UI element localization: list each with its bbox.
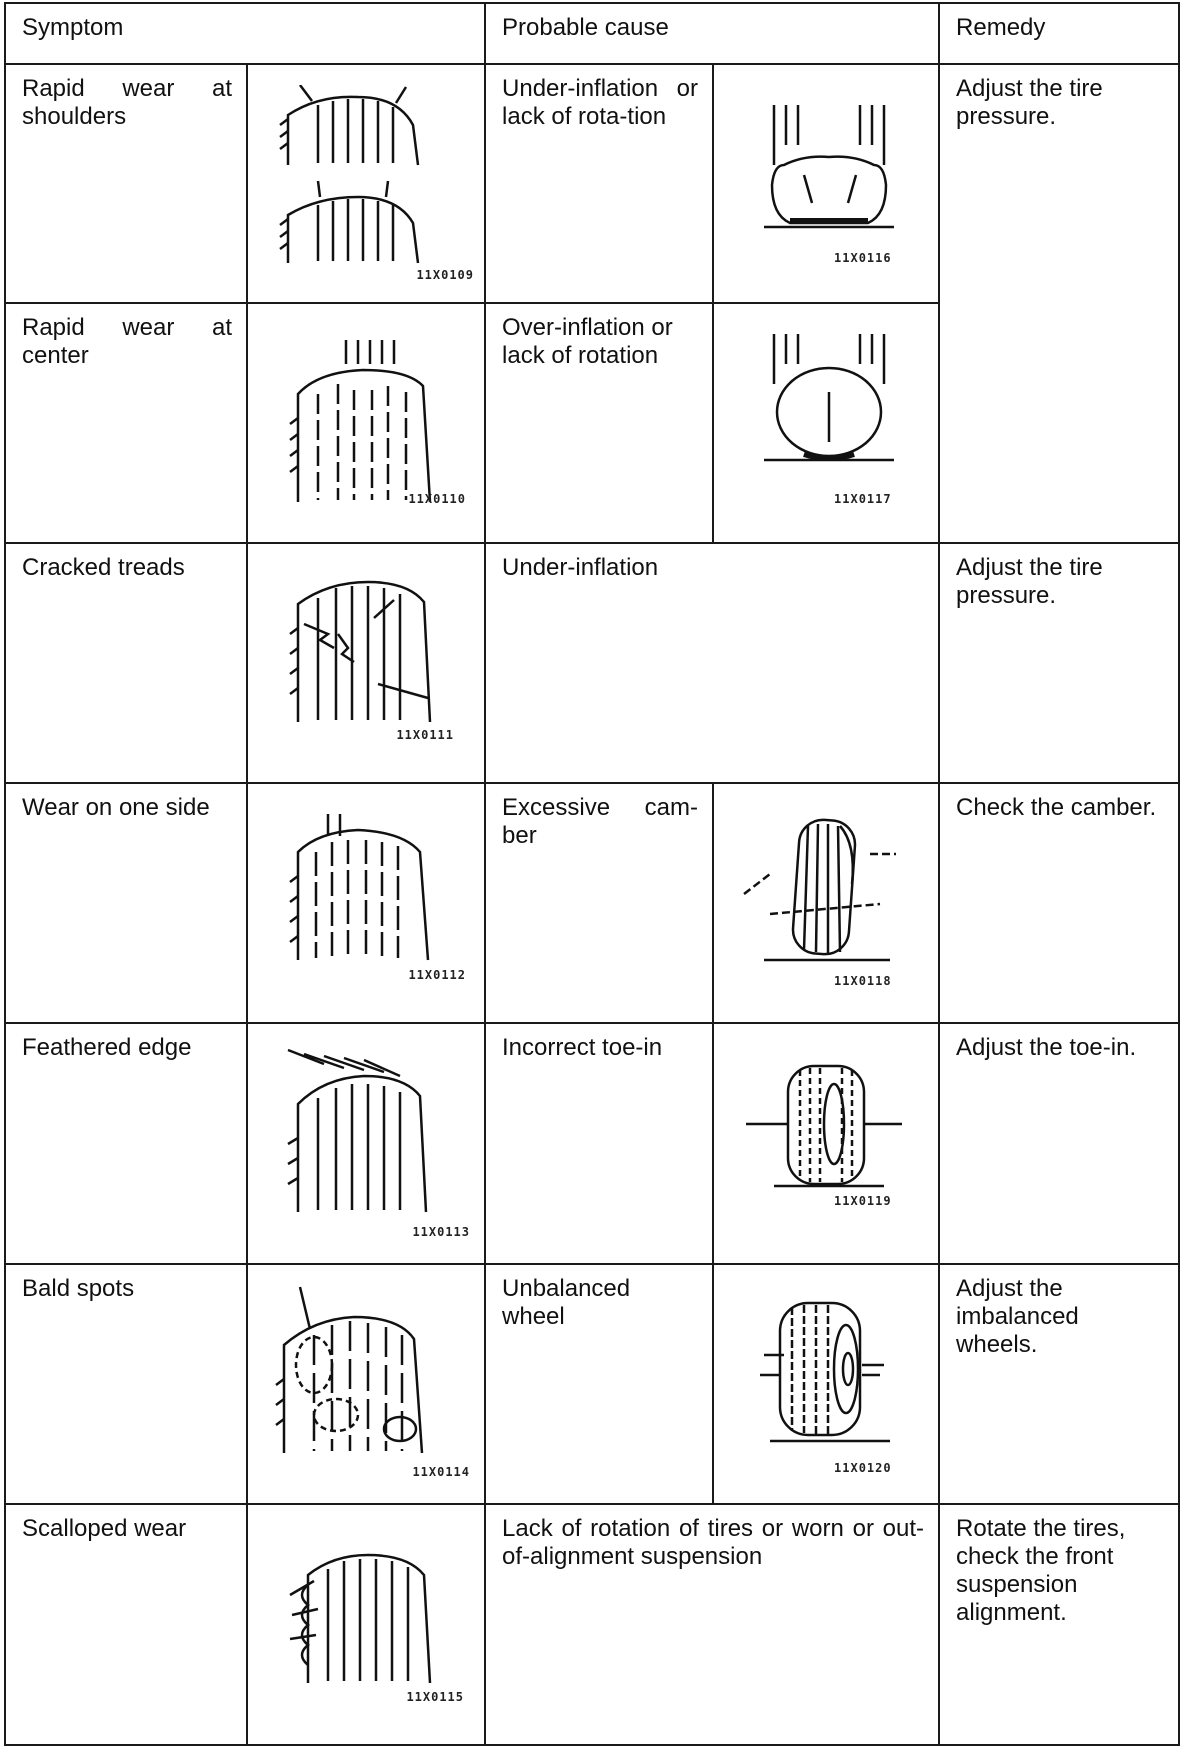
- symptom-figure-cell: [247, 1264, 485, 1504]
- symptom-figure-cell: [247, 783, 485, 1023]
- over-inflated-tire-section-illustration: [764, 334, 894, 464]
- figure-code: 11X0119: [834, 1194, 892, 1209]
- incorrect-toe-in-tire-illustration: [744, 1060, 904, 1190]
- bald-spots-tire-illustration: [274, 1285, 434, 1455]
- excessive-camber-tire-illustration: [740, 814, 900, 964]
- symptom-figure-cell: [247, 1504, 485, 1745]
- header-row: [5, 3, 1179, 64]
- header-remedy: Remedy: [939, 3, 1179, 64]
- remedy-cell: Adjust the tire pressure.: [939, 543, 1179, 783]
- figure-code: 11X0114: [412, 1464, 471, 1479]
- symptom-figure-cell: [247, 64, 485, 303]
- remedy-cell: Rotate the tires, check the front suspension alignment.: [939, 1504, 1179, 1745]
- scalloped-wear-tire-illustration: [288, 1535, 438, 1685]
- figure-code: 11X0117: [834, 491, 892, 506]
- cause-figure-cell: [713, 64, 939, 303]
- center-wear-tire-illustration: [288, 334, 438, 504]
- cracked-treads-tire-illustration: [288, 574, 438, 724]
- tire-wear-table: [4, 2, 1180, 1746]
- remedy-cell: Adjust the tire pressure.: [939, 64, 1179, 543]
- cause-cell: Under-inflation or lack of rota-tion: [485, 64, 713, 303]
- feathered-edge-tire-illustration: [284, 1044, 434, 1214]
- figure-code: 11X0112: [408, 968, 467, 983]
- table-row: [5, 1504, 1179, 1745]
- table-row: [5, 543, 1179, 783]
- remedy-cell: Adjust the imbalanced wheels.: [939, 1264, 1179, 1504]
- symptom-cell: Cracked treads: [5, 543, 247, 783]
- table-row: [5, 1264, 1179, 1504]
- figure-code: 11X0116: [834, 250, 892, 265]
- unbalanced-wheel-illustration: [750, 1295, 900, 1445]
- symptom-cell: Feathered edge: [5, 1023, 247, 1263]
- cause-figure-cell: [713, 783, 939, 1023]
- remedy-cell: Adjust the toe-in.: [939, 1023, 1179, 1263]
- cause-cell: Excessive cam-ber: [485, 783, 713, 1023]
- symptom-cell: Bald spots: [5, 1264, 247, 1504]
- table-row: [5, 783, 1179, 1023]
- table-row: [5, 64, 1179, 303]
- cause-figure-cell: [713, 303, 939, 543]
- symptom-figure-cell: [247, 1023, 485, 1263]
- cause-cell: Over-inflation or lack of rotation: [485, 303, 713, 543]
- figure-code: 11X0111: [396, 728, 455, 743]
- header-symptom: Symptom: [5, 3, 485, 64]
- remedy-cell: Check the camber.: [939, 783, 1179, 1023]
- symptom-figure-cell: [247, 303, 485, 543]
- figure-code: 11X0120: [834, 1460, 892, 1475]
- figure-code: 11X0109: [416, 267, 475, 282]
- cause-cell: Under-inflation: [485, 543, 939, 783]
- cause-cell: Lack of rotation of tires or worn or out-of-alignment suspension: [485, 1504, 939, 1745]
- symptom-cell: Rapid wear at shoulders: [5, 64, 247, 303]
- symptom-cell: Wear on one side: [5, 783, 247, 1023]
- figure-code: 11X0115: [406, 1690, 465, 1704]
- one-side-wear-tire-illustration: [288, 812, 438, 962]
- table-row: [5, 1023, 1179, 1263]
- figure-code: 11X0118: [834, 974, 892, 989]
- under-inflated-tire-section-illustration: [764, 105, 894, 235]
- symptom-cell: Rapid wear at center: [5, 303, 247, 543]
- figure-code: 11X0110: [408, 491, 467, 506]
- cause-cell: Incorrect toe-in: [485, 1023, 713, 1263]
- cause-figure-cell: [713, 1264, 939, 1504]
- symptom-figure-cell: [247, 543, 485, 783]
- cause-cell: Unbalanced wheel: [485, 1264, 713, 1504]
- symptom-cell: Scalloped wear: [5, 1504, 247, 1745]
- figure-code: 11X0113: [412, 1224, 471, 1239]
- shoulder-wear-tire-illustration: [278, 85, 428, 265]
- header-cause: Probable cause: [485, 3, 939, 64]
- cause-figure-cell: [713, 1023, 939, 1263]
